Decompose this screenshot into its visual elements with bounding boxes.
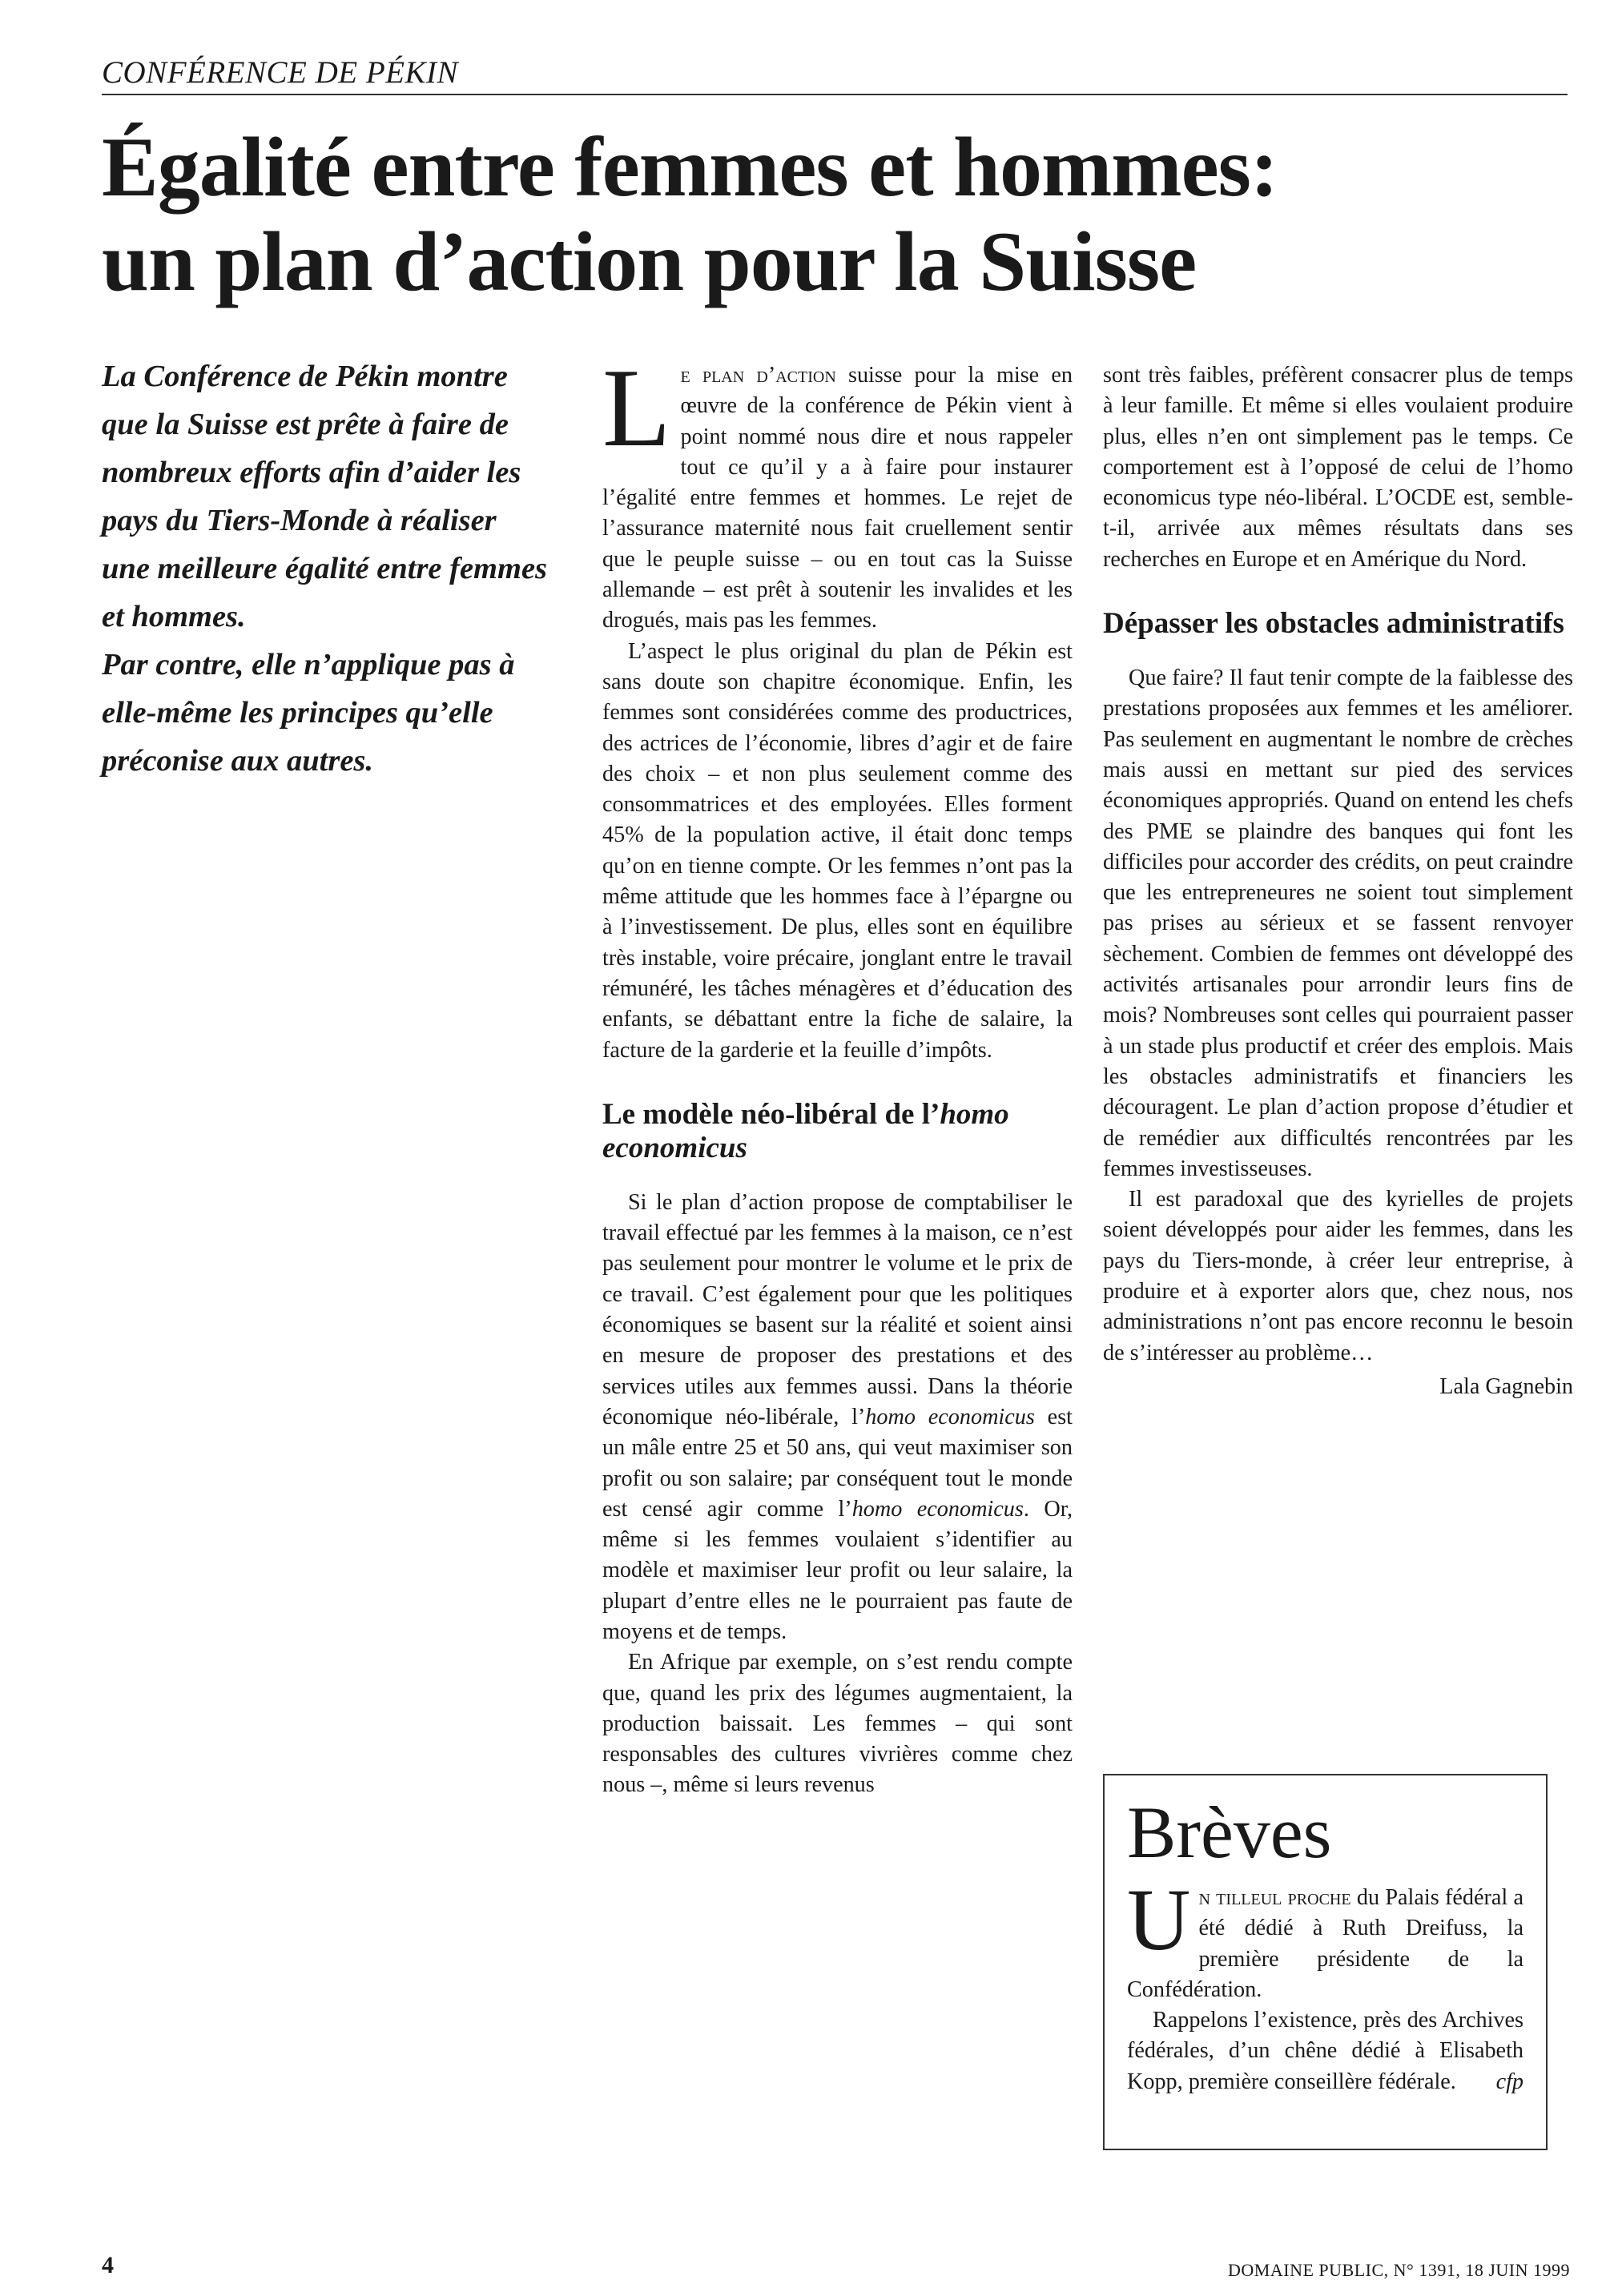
p3-part-c: est un mâle entre 25 et 50 ans, qui veut maximiser son profit ou son salaire; par conséquent tout le monde est censé agir comme l’	[602, 1404, 1073, 1522]
breves-paragraph-2-text: Rappelons l’existence, près des Archives fédérales, d’un chêne dédié à Elisabeth Kopp, première conseillère fédérale.	[1127, 2008, 1524, 2094]
body-column-1	[602, 346, 1073, 1801]
p3-part-a: Si le plan d’action propose de comptabiliser le travail effectué par les femmes à la maison, ce n’est pas seulement pour montrer le volume et le prix de ce travail. C’est également pour que les politiques économiques se basent sur la réalité et soient ainsi en mesure de proposer des prestations et des services utiles aux femmes aussi. Dans la théorie économique néo-libérale, l’	[602, 1189, 1073, 1429]
breves-paragraph-1	[1127, 1871, 1524, 2005]
body-paragraph-4-continued: sont très faibles, préfèrent consacrer plus de temps à leur famille. Et même si elles voulaient produire plus, elles n’en ont simplement pas le temps. Ce comportement est à l’opposé de celui de l’homo economicus type néo-libéral. L’OCDE est, semble-t-il, arrivée aux mêmes résultats dans ses recherches en Europe et en Amérique du Nord.	[1103, 363, 1573, 572]
lead-paragraph-2: Par contre, elle n’applique pas à elle-même les principes qu’elle préconise aux autres.	[102, 648, 515, 778]
body-column-2	[1103, 360, 1573, 1402]
headline-line-2: un plan d’action pour la Suisse	[102, 215, 1197, 308]
breves-small-caps: n tilleul proche	[1198, 1885, 1351, 1910]
body-paragraph-2: L’aspect le plus original du plan de Pékin est sans doute son chapitre économique. Enfin, les femmes sont considérées comme des productrices, des actrices de l’économie, libres d’agir et de faire des choix – et non plus seulement comme des consommatrices et des employées. Elles forment 45% de la population active, il était donc temps qu’on en tienne compte. Or les femmes n’ont pas la même attitude que les hommes face à l’épargne ou à l’investissement. De plus, elles sont en équilibre très instable, voire précaire, jonglant entre le travail rémunéré, les tâches ménagères et d’éducation des enfants, se débattant entre la fiche de salaire, la facture de la garderie et la feuille d’impôts.	[602, 638, 1073, 1063]
breves-drop-cap: U	[1127, 1871, 1191, 1968]
article-lead	[102, 352, 550, 785]
body-paragraph-5: Que faire? Il faut tenir compte de la faiblesse des prestations proposées aux femmes et les améliorer. Pas seulement en augmentant le nombre de crèches mais aussi en mettant sur pied des services économiques appropriés. Quand on entend les chefs des PME se plaindre des banques qui font les difficiles pour accorder des crédits, on peut craindre que les entrepreneures ne soient tout simplement pas prises au sérieux et se fassent renvoyer sèchement. Combien de femmes ont développé des activités artisanales pour arrondir leurs fins de mois? Nombreuses sont celles qui pourraient passer à un stade plus productif et créer des emplois. Mais les obstacles administratifs et financiers les découragent. Le plan d’action propose d’étudier et de remédier aux difficultés rencontrées par les femmes investisseuses.	[1103, 665, 1573, 1181]
body-paragraph-6: Il est paradoxal que des kyrielles de projets soient développés pour aider les femmes, dans les pays du Tiers-monde, à créer leur entreprise, à produire et à exporter alors que, chez nous, nos administrations n’ont pas encore reconnu le besoin de s’intéresser au problème…	[1103, 1187, 1573, 1365]
section-kicker: CONFÉRENCE DE PÉKIN	[102, 54, 1568, 95]
breves-signature: cfp	[1495, 2069, 1524, 2094]
opening-small-caps: e plan d’action	[680, 363, 836, 388]
subheading-homo-economicus	[602, 1098, 1073, 1165]
body-paragraph-3	[602, 1188, 1073, 1647]
body-paragraph-1	[602, 346, 1073, 637]
publication-footer: DOMAINE PUBLIC, N° 1391, 18 JUIN 1999	[1228, 2260, 1570, 2280]
subheading-obstacles: Dépasser les obstacles administratifs	[1103, 607, 1564, 641]
p3-italic-1: homo economicus	[865, 1404, 1035, 1429]
article-headline	[102, 120, 1576, 309]
author-signature: Lala Gagnebin	[1439, 1373, 1573, 1399]
subheading-text: Le modèle néo-libéral de l’	[602, 1097, 940, 1131]
p3-part-e: . Or, même si les femmes voulaient s’identifier au modèle et maximiser leur profit ou leur salaire, la plupart d’entre elles ne le pourraient pas faute de moyens et de temps.	[602, 1496, 1073, 1644]
breves-title: Brèves	[1127, 1791, 1332, 1873]
page-number: 4	[102, 2252, 114, 2278]
drop-cap: L	[602, 346, 671, 470]
body-paragraph-4-start: En Afrique par exemple, on s’est rendu compte que, quand les prix des légumes augmentaient, la production baissait. Les femmes – qui sont responsables des cultures vivrières comme chez nous –, même si leurs revenus	[602, 1650, 1073, 1798]
breves-box	[1103, 1774, 1548, 2150]
breves-paragraph-2	[1127, 2005, 1524, 2097]
lead-paragraph-1: La Conférence de Pékin montre que la Suisse est prête à faire de nombreux efforts afin d’aider les pays du Tiers-Monde à réaliser une meilleure égalité entre femmes et hommes.	[102, 360, 548, 633]
subheading-italic: homo economicus	[602, 1097, 1009, 1164]
p3-italic-2: homo economicus	[851, 1496, 1024, 1522]
breves-paragraph-1-text: du Palais fédéral a été dédié à Ruth Dreifuss, la première présidente de la Confédération.	[1127, 1885, 1524, 2002]
body-paragraph-1-text: suisse pour la mise en œuvre de la conférence de Pékin vient à point nommé nous dire et nous rappeler tout ce qu’il y a à faire pour instaurer l’égalité entre femmes et hommes. Le rejet de l’assurance maternité nous fait cruellement sentir que le peuple suisse – ou en tout cas la Suisse allemande – est prêt à soutenir les invalides et les drogués, mais pas les femmes.	[602, 363, 1073, 633]
headline-line-1: Égalité entre femmes et hommes:	[102, 120, 1278, 214]
